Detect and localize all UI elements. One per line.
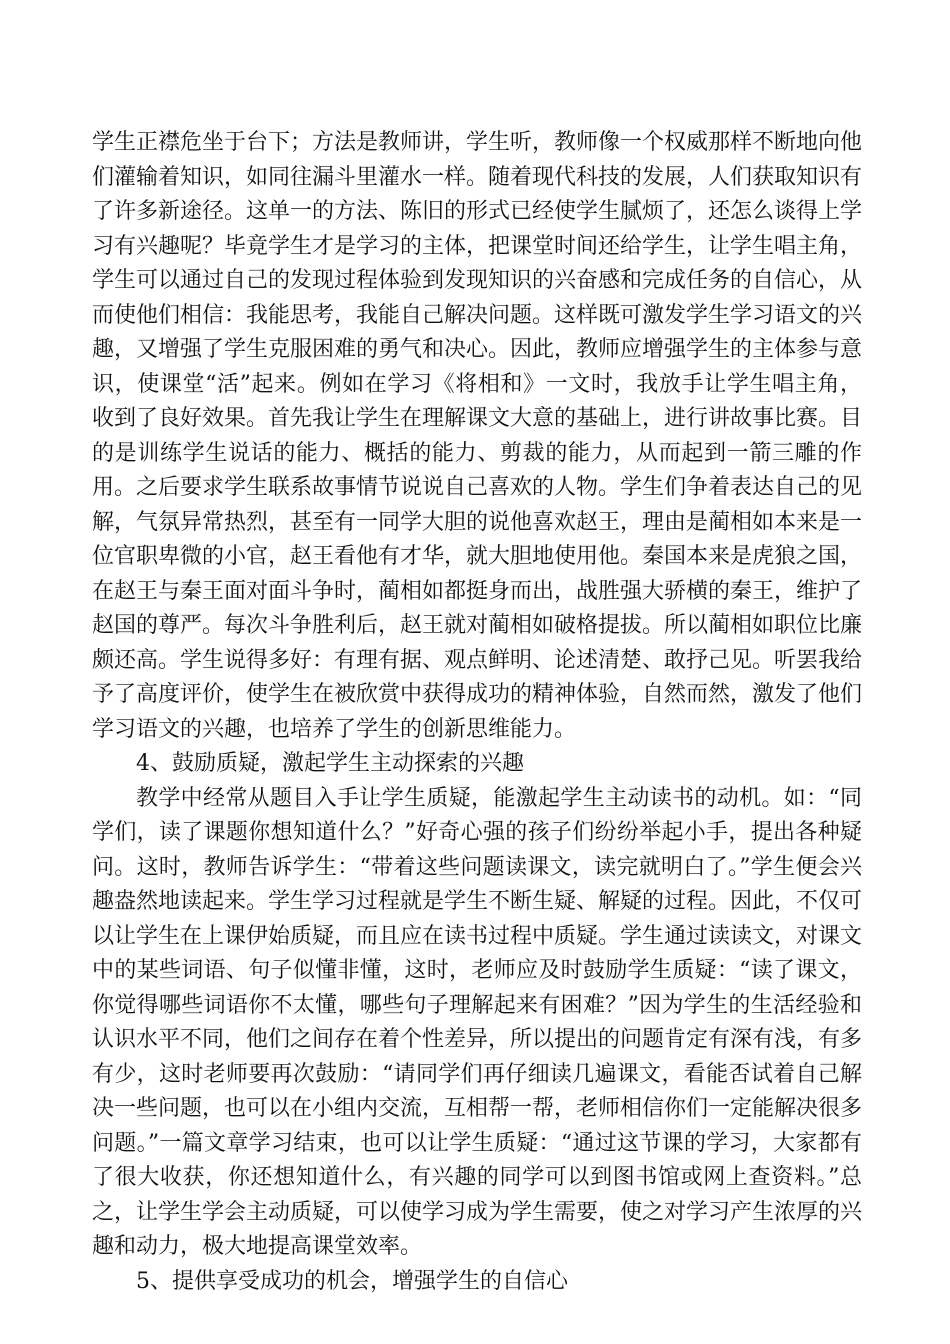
paragraph-continuation: 学生正襟危坐于台下；方法是教师讲，学生听，教师像一个权威那样不断地向他们灌输着知识，如同往漏斗里灌水一样。随着现代科技的发展，人们获取知识有了许多新途径。这单一的方法、陈旧的形式已经使学生腻烦了，还怎么谈得上学习有兴趣呢？毕竟学生才是学习的主体，把课堂时间还给学生，让学生唱主角，学生可以通过自己的发现过程体验到发现知识的兴奋感和完成任务的自信心，从而使他们相信：我能思考，我能自己解决问题。这样既可激发学生学习语文的兴趣，又增强了学生克服困难的勇气和决心。因此，教师应增强学生的主体参与意识，使课堂“活”起来。例如在学习《将相和》一文时，我放手让学生唱主角，收到了良好效果。首先我让学生在理解课文大意的基础上，进行讲故事比赛。目的是训练学生说话的能力、概括的能力、剪裁的能力，从而起到一箭三雕的作用。之后要求学生联系故事情节说说自己喜欢的人物。学生们争着表达自己的见解，气氛异常热烈，甚至有一同学大胆的说他喜欢赵王，理由是蔺相如本来是一位官职卑微的小官，赵王看他有才华，就大胆地使用他。秦国本来是虎狼之国，在赵王与秦王面对面斗争时，蔺相如都挺身而出，战胜强大骄横的秦王，维护了赵国的尊严。每次斗争胜利后，赵王就对蔺相如破格提拔。所以蔺相如职位比廉颇还高。学生说得多好：有理有据、观点鲜明、论述清楚、敢抒己见。听罢我给予了高度评价，使学生在被欣赏中获得成功的精神体验，自然而然，激发了他们学习语文的兴趣，也培养了学生的创新思维能力。	[92, 130, 863, 742]
section-heading-5: 5、提供享受成功的机会，增强学生的自信心	[136, 1268, 568, 1294]
paragraph-body: 教学中经常从题目入手让学生质疑，能激起学生主动读书的动机。如：“同学们，读了课题你想知道什么？”好奇心强的孩子们纷纷举起小手，提出各种疑问。这时，教师告诉学生：“带着这些问题读课文，读完就明白了。”学生便会兴趣盎然地读起来。学生学习过程就是学生不断生疑、解疑的过程。因此，不仅可以让学生在上课伊始质疑，而且应在读书过程中质疑。学生通过读读文，对课文中的某些词语、句子似懂非懂，这时，老师应及时鼓励学生质疑：“读了课文，你觉得哪些词语你不太懂，哪些句子理解起来有困难？”因为学生的生活经验和认识水平不同，他们之间存在着个性差异，所以提出的问题肯定有深有浅，有多有少，这时老师要再次鼓励：“请同学们再仔细读几遍课文，看能否试着自己解决一些问题，也可以在小组内交流，互相帮一帮，老师相信你们一定能解决很多问题。”一篇文章学习结束，也可以让学生质疑：“通过这节课的学习，大家都有了很大收获，你还想知道什么，有兴趣的同学可以到图书馆或网上查资料。”总之，让学生学会主动质疑，可以使学习成为学生需要，使之对学习产生浓厚的兴趣和动力，极大地提高课堂效率。	[92, 785, 863, 1259]
section-heading-4: 4、鼓励质疑，激起学生主动探索的兴趣	[136, 751, 524, 776]
document-page	[92, 126, 862, 1299]
